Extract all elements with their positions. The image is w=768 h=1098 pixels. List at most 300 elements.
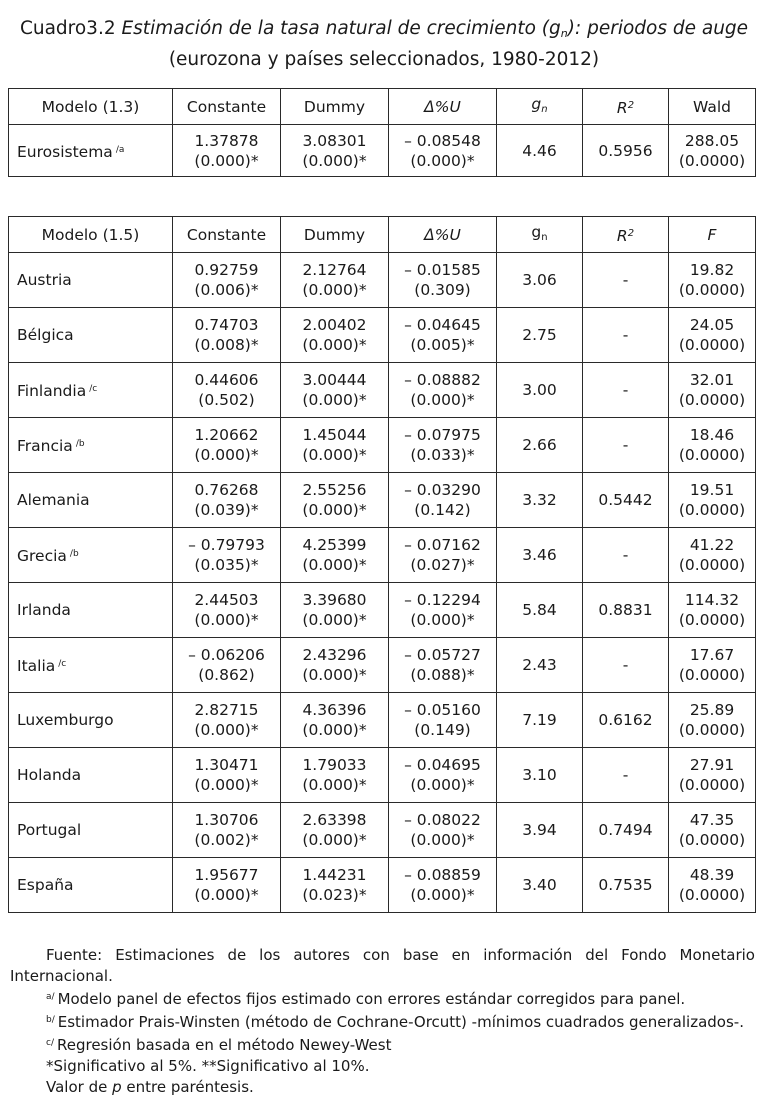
header-constant: Constante — [173, 89, 281, 125]
country-name — [9, 858, 173, 913]
stat-cell-value: 48.39 — [689, 866, 735, 884]
note-a-mark: a/ — [46, 992, 55, 1002]
dummy-cell-pvalue: (0.000)* — [302, 501, 367, 519]
table-header-row — [9, 217, 756, 253]
country-label: Italia — [17, 657, 56, 675]
constant-cell-value: 0.44606 — [194, 371, 259, 389]
stat-cell-pvalue: (0.0000) — [678, 886, 746, 904]
table-model-1-5 — [8, 216, 756, 913]
table-row — [9, 693, 756, 748]
delta-u-cell-pvalue: (0.149) — [414, 721, 471, 739]
stat-cell-value: 288.05 — [684, 131, 740, 150]
stat-cell — [669, 583, 756, 638]
r2-cell — [583, 748, 669, 803]
dummy-cell — [281, 803, 389, 858]
table-row — [9, 803, 756, 858]
country-label: Francia — [17, 437, 73, 455]
header-wald: Wald — [669, 89, 756, 125]
gn-value: 3.40 — [522, 876, 557, 894]
constant-cell-pvalue: (0.008)* — [194, 336, 259, 354]
constant-cell-value: 0.76268 — [194, 481, 259, 499]
gn-cell — [497, 125, 583, 177]
dummy-cell — [281, 748, 389, 803]
title-line-2: (eurozona y países seleccionados, 1980-2012) — [168, 49, 600, 70]
delta-u-cell-pvalue: (0.000)* — [410, 776, 475, 794]
stat-cell — [669, 253, 756, 308]
stat-cell-value: 19.51 — [689, 481, 735, 499]
gn-cell — [497, 583, 583, 638]
constant-cell — [173, 528, 281, 583]
country-name — [9, 638, 173, 693]
dummy-cell-pvalue: (0.000)* — [302, 666, 367, 684]
r2-cell — [583, 638, 669, 693]
stat-cell — [669, 473, 756, 528]
stat-cell-value: 114.32 — [684, 591, 740, 609]
constant-cell — [173, 858, 281, 913]
delta-u-cell-pvalue: (0.000)* — [410, 831, 475, 849]
gn-value: 3.06 — [522, 271, 557, 289]
country-name — [9, 418, 173, 473]
stat-cell-pvalue: (0.0000) — [678, 831, 746, 849]
constant-cell-value: – 0.06206 — [188, 646, 265, 664]
table-model-1-3 — [8, 88, 756, 177]
p-note-after: entre paréntesis. — [121, 1078, 254, 1096]
source-note: Fuente: Estimaciones de los autores con base en información del Fondo Monetario Internacional. — [10, 946, 755, 985]
r2-value: 0.6162 — [598, 711, 653, 729]
gn-cell — [497, 638, 583, 693]
title-italic-sub: n — [560, 27, 568, 40]
gn-cell — [497, 308, 583, 363]
constant-cell-pvalue: (0.000)* — [194, 776, 259, 794]
constant-cell-pvalue: (0.035)* — [194, 556, 259, 574]
dummy-cell — [281, 125, 389, 177]
note-b-text: Estimador Prais-Winsten (método de Cochrane-Orcutt) -mínimos cuadrados generalizados-. — [57, 1013, 744, 1031]
delta-u-cell-pvalue: (0.000)* — [410, 391, 475, 409]
delta-u-cell-value: – 0.04645 — [404, 316, 481, 334]
dummy-cell-value: 1.45044 — [302, 426, 367, 444]
constant-cell — [173, 253, 281, 308]
note-a-text: Modelo panel de efectos fijos estimado con errores estándar corregidos para panel. — [57, 990, 686, 1008]
country-label: Austria — [17, 271, 72, 289]
header-f: F — [669, 217, 756, 253]
header-gn — [497, 89, 583, 125]
stat-cell-value: 47.35 — [689, 811, 735, 829]
country-name — [9, 803, 173, 858]
dummy-cell-pvalue: (0.000)* — [302, 721, 367, 739]
stat-cell — [669, 748, 756, 803]
r2-value: 0.7535 — [598, 876, 653, 894]
r2-cell — [583, 693, 669, 748]
note-a — [10, 987, 755, 1010]
gn-cell — [497, 693, 583, 748]
stat-cell-pvalue: (0.0000) — [678, 501, 746, 519]
country-label: Luxemburgo — [17, 711, 114, 729]
constant-cell — [173, 125, 281, 177]
header-r-sup: 2 — [627, 227, 635, 239]
constant-cell — [173, 308, 281, 363]
r2-value: - — [622, 656, 629, 674]
note-b — [10, 1010, 755, 1033]
constant-cell — [173, 803, 281, 858]
header-gn — [497, 217, 583, 253]
delta-u-cell-pvalue: (0.033)* — [410, 446, 475, 464]
header-dummy: Dummy — [281, 217, 389, 253]
country-label: España — [17, 876, 74, 894]
r2-cell — [583, 125, 669, 177]
table-row — [9, 528, 756, 583]
country-note-mark: /a — [115, 144, 125, 155]
delta-u-cell — [389, 363, 497, 418]
dummy-cell-pvalue: (0.000)* — [302, 831, 367, 849]
dummy-cell-pvalue: (0.000)* — [302, 776, 367, 794]
header-model: Modelo (1.3) — [9, 89, 173, 125]
constant-cell-value: – 0.79793 — [188, 536, 265, 554]
delta-u-cell-value: – 0.08859 — [404, 866, 481, 884]
gn-value: 2.66 — [522, 436, 557, 454]
r2-value: - — [622, 546, 629, 564]
constant-cell-value: 0.92759 — [194, 261, 259, 279]
stat-cell-value: 27.91 — [689, 756, 735, 774]
dummy-cell-pvalue: (0.000)* — [302, 336, 367, 354]
delta-u-cell-value: – 0.03290 — [404, 481, 481, 499]
table-row — [9, 583, 756, 638]
delta-u-cell-value: – 0.01585 — [404, 261, 481, 279]
p-note-before: Valor de — [46, 1078, 113, 1096]
country-name — [9, 363, 173, 418]
table-row — [9, 473, 756, 528]
p-value-note — [10, 1077, 755, 1098]
dummy-cell-pvalue: (0.023)* — [302, 886, 367, 904]
header-delta-u: Δ%U — [389, 89, 497, 125]
r2-cell — [583, 363, 669, 418]
constant-cell-pvalue: (0.006)* — [194, 281, 259, 299]
stat-cell-value: 32.01 — [689, 371, 735, 389]
dummy-cell — [281, 638, 389, 693]
dummy-cell — [281, 253, 389, 308]
country-label: Grecia — [17, 547, 67, 565]
country-note-mark: /c — [89, 384, 98, 394]
constant-cell-value: 1.95677 — [194, 866, 259, 884]
country-name — [9, 583, 173, 638]
constant-cell-pvalue: (0.502) — [198, 391, 255, 409]
country-note-mark: /c — [58, 659, 67, 669]
gn-cell — [497, 748, 583, 803]
constant-cell-pvalue: (0.000)* — [194, 446, 259, 464]
constant-cell-value: 2.82715 — [194, 701, 259, 719]
country-label: Bélgica — [17, 326, 74, 344]
header-delta-u: Δ%U — [389, 217, 497, 253]
gn-cell — [497, 803, 583, 858]
delta-u-cell-value: – 0.08548 — [404, 131, 481, 150]
gn-value: 2.43 — [522, 656, 557, 674]
delta-u-cell-value: – 0.04695 — [404, 756, 481, 774]
r2-value: - — [622, 381, 629, 399]
dummy-cell-value: 4.36396 — [302, 701, 367, 719]
country-label: Irlanda — [17, 601, 71, 619]
constant-cell — [173, 583, 281, 638]
dummy-cell — [281, 583, 389, 638]
stat-cell — [669, 693, 756, 748]
country-label: Eurosistema — [17, 142, 113, 161]
country-name — [9, 125, 173, 177]
constant-cell-value: 1.37878 — [194, 131, 259, 150]
stat-cell-pvalue: (0.0000) — [678, 391, 746, 409]
dummy-cell-pvalue: (0.000)* — [302, 556, 367, 574]
table-row — [9, 125, 756, 177]
stat-cell — [669, 418, 756, 473]
r2-value: - — [622, 436, 629, 454]
dummy-cell-value: 3.08301 — [302, 131, 367, 150]
constant-cell — [173, 638, 281, 693]
header-r-sup: 2 — [627, 99, 635, 111]
dummy-cell-value: 2.55256 — [302, 481, 367, 499]
dummy-cell-pvalue: (0.000)* — [302, 151, 367, 170]
r2-value: 0.5956 — [598, 141, 653, 160]
delta-u-cell-value: – 0.08882 — [404, 371, 481, 389]
dummy-cell-pvalue: (0.000)* — [302, 446, 367, 464]
table-body — [9, 125, 756, 177]
country-label: Finlandia — [17, 382, 87, 400]
dummy-cell-value: 2.00402 — [302, 316, 367, 334]
constant-cell — [173, 363, 281, 418]
title-italic-before: Estimación de la tasa natural de crecimiento (g — [121, 18, 561, 39]
dummy-cell — [281, 308, 389, 363]
stat-cell-pvalue: (0.0000) — [678, 611, 746, 629]
r2-cell — [583, 528, 669, 583]
delta-u-cell — [389, 858, 497, 913]
table-notes — [10, 945, 755, 1098]
gn-cell — [497, 528, 583, 583]
dummy-cell — [281, 473, 389, 528]
delta-u-cell-pvalue: (0.000)* — [410, 151, 475, 170]
header-r-letter: R — [616, 226, 628, 245]
country-label: Alemania — [17, 491, 90, 509]
delta-u-cell — [389, 583, 497, 638]
header-constant: Constante — [173, 217, 281, 253]
table-row — [9, 308, 756, 363]
r2-value: 0.8831 — [598, 601, 653, 619]
delta-u-cell-pvalue: (0.005)* — [410, 336, 475, 354]
stat-cell-pvalue: (0.0000) — [678, 721, 746, 739]
header-r2 — [583, 217, 669, 253]
dummy-cell-value: 3.00444 — [302, 371, 367, 389]
dummy-cell-value: 4.25399 — [302, 536, 367, 554]
delta-u-cell-pvalue: (0.088)* — [410, 666, 475, 684]
r2-cell — [583, 803, 669, 858]
header-g-letter: g — [531, 94, 542, 113]
gn-value: 5.84 — [522, 601, 557, 619]
delta-u-cell-value: – 0.07975 — [404, 426, 481, 444]
country-name — [9, 528, 173, 583]
gn-value: 3.94 — [522, 821, 557, 839]
dummy-cell-value: 2.12764 — [302, 261, 367, 279]
r2-cell — [583, 418, 669, 473]
header-g-sub: n — [541, 103, 548, 115]
delta-u-cell — [389, 638, 497, 693]
delta-u-cell — [389, 803, 497, 858]
p-note-italic: p — [112, 1078, 122, 1096]
note-c — [10, 1033, 755, 1056]
gn-cell — [497, 253, 583, 308]
stat-cell-pvalue: (0.0000) — [678, 446, 746, 464]
title-italic-after: ): periodos de auge — [567, 18, 749, 39]
dummy-cell-value: 1.79033 — [302, 756, 367, 774]
dummy-cell — [281, 858, 389, 913]
stat-cell-value: 24.05 — [689, 316, 735, 334]
table-title — [0, 16, 768, 73]
country-label: Portugal — [17, 821, 82, 839]
stat-cell — [669, 125, 756, 177]
r2-value: - — [622, 271, 629, 289]
dummy-cell-pvalue: (0.000)* — [302, 281, 367, 299]
stat-cell-value: 41.22 — [689, 536, 735, 554]
delta-u-cell-value: – 0.08022 — [404, 811, 481, 829]
stat-cell-pvalue: (0.0000) — [678, 776, 746, 794]
delta-u-cell-pvalue: (0.027)* — [410, 556, 475, 574]
stat-cell-pvalue: (0.0000) — [678, 556, 746, 574]
table-body — [9, 253, 756, 913]
stat-cell-value: 19.82 — [689, 261, 735, 279]
constant-cell — [173, 473, 281, 528]
note-c-text: Regresión basada en el método Newey-West — [56, 1036, 392, 1054]
gn-cell — [497, 363, 583, 418]
dummy-cell-value: 2.43296 — [302, 646, 367, 664]
constant-cell-pvalue: (0.039)* — [194, 501, 259, 519]
stat-cell-pvalue: (0.0000) — [678, 151, 746, 170]
gn-cell — [497, 473, 583, 528]
dummy-cell — [281, 418, 389, 473]
stat-cell-value: 25.89 — [689, 701, 735, 719]
title-line-1 — [0, 16, 768, 47]
note-c-mark: c/ — [46, 1038, 54, 1048]
header-r2 — [583, 89, 669, 125]
header-g-sub: n — [541, 231, 548, 243]
constant-cell-value: 2.44503 — [194, 591, 259, 609]
gn-value: 3.46 — [522, 546, 557, 564]
table-row — [9, 638, 756, 693]
dummy-cell — [281, 693, 389, 748]
title-prefix: Cuadro3.2 — [19, 18, 122, 39]
header-g-letter: g — [531, 222, 542, 241]
table-row — [9, 363, 756, 418]
country-name — [9, 308, 173, 363]
gn-value: 2.75 — [522, 326, 557, 344]
r2-value: 0.5442 — [598, 491, 653, 509]
gn-value: 4.46 — [522, 141, 557, 160]
header-dummy: Dummy — [281, 89, 389, 125]
country-note-mark: /b — [75, 439, 85, 449]
significance-note: *Significativo al 5%. **Significativo al 10%. — [46, 1057, 370, 1075]
stat-cell — [669, 363, 756, 418]
country-note-mark: /b — [69, 549, 79, 559]
gn-value: 3.10 — [522, 766, 557, 784]
table-row — [9, 418, 756, 473]
note-b-mark: b/ — [46, 1015, 55, 1025]
r2-cell — [583, 253, 669, 308]
dummy-cell — [281, 528, 389, 583]
constant-cell-value: 1.30706 — [194, 811, 259, 829]
constant-cell-pvalue: (0.862) — [198, 666, 255, 684]
constant-cell — [173, 418, 281, 473]
delta-u-cell-value: – 0.05727 — [404, 646, 481, 664]
stat-cell — [669, 858, 756, 913]
constant-cell — [173, 693, 281, 748]
delta-u-cell — [389, 528, 497, 583]
constant-cell-pvalue: (0.002)* — [194, 831, 259, 849]
constant-cell-value: 1.30471 — [194, 756, 259, 774]
gn-cell — [497, 858, 583, 913]
dummy-cell-pvalue: (0.000)* — [302, 391, 367, 409]
stat-cell — [669, 638, 756, 693]
constant-cell-pvalue: (0.000)* — [194, 886, 259, 904]
delta-u-cell — [389, 748, 497, 803]
r2-value: - — [622, 326, 629, 344]
constant-cell-value: 1.20662 — [194, 426, 259, 444]
delta-u-cell — [389, 308, 497, 363]
gn-value: 7.19 — [522, 711, 557, 729]
dummy-cell-pvalue: (0.000)* — [302, 611, 367, 629]
stat-cell-pvalue: (0.0000) — [678, 666, 746, 684]
dummy-cell-value: 1.44231 — [302, 866, 367, 884]
r2-cell — [583, 583, 669, 638]
gn-value: 3.32 — [522, 491, 557, 509]
r2-cell — [583, 308, 669, 363]
gn-cell — [497, 418, 583, 473]
delta-u-cell — [389, 125, 497, 177]
header-model: Modelo (1.5) — [9, 217, 173, 253]
constant-cell-pvalue: (0.000)* — [194, 151, 259, 170]
delta-u-cell — [389, 473, 497, 528]
delta-u-cell-value: – 0.05160 — [404, 701, 481, 719]
constant-cell-pvalue: (0.000)* — [194, 721, 259, 739]
table-row — [9, 858, 756, 913]
delta-u-cell-pvalue: (0.000)* — [410, 886, 475, 904]
country-name — [9, 748, 173, 803]
country-label: Holanda — [17, 766, 82, 784]
country-name — [9, 693, 173, 748]
country-name — [9, 253, 173, 308]
stat-cell-value: 17.67 — [689, 646, 735, 664]
gn-value: 3.00 — [522, 381, 557, 399]
delta-u-cell-value: – 0.07162 — [404, 536, 481, 554]
delta-u-cell — [389, 253, 497, 308]
stat-cell — [669, 308, 756, 363]
table-row — [9, 253, 756, 308]
r2-value: 0.7494 — [598, 821, 653, 839]
r2-value: - — [622, 766, 629, 784]
stat-cell-pvalue: (0.0000) — [678, 336, 746, 354]
country-name — [9, 473, 173, 528]
dummy-cell-value: 3.39680 — [302, 591, 367, 609]
delta-u-cell-pvalue: (0.142) — [414, 501, 471, 519]
constant-cell-value: 0.74703 — [194, 316, 259, 334]
delta-u-cell-pvalue: (0.309) — [414, 281, 471, 299]
delta-u-cell — [389, 418, 497, 473]
r2-cell — [583, 858, 669, 913]
stat-cell-value: 18.46 — [689, 426, 735, 444]
dummy-cell — [281, 363, 389, 418]
table-header-row — [9, 89, 756, 125]
delta-u-cell — [389, 693, 497, 748]
table-row — [9, 748, 756, 803]
dummy-cell-value: 2.63398 — [302, 811, 367, 829]
constant-cell — [173, 748, 281, 803]
delta-u-cell-value: – 0.12294 — [404, 591, 481, 609]
stat-cell — [669, 803, 756, 858]
stat-cell-pvalue: (0.0000) — [678, 281, 746, 299]
constant-cell-pvalue: (0.000)* — [194, 611, 259, 629]
delta-u-cell-pvalue: (0.000)* — [410, 611, 475, 629]
